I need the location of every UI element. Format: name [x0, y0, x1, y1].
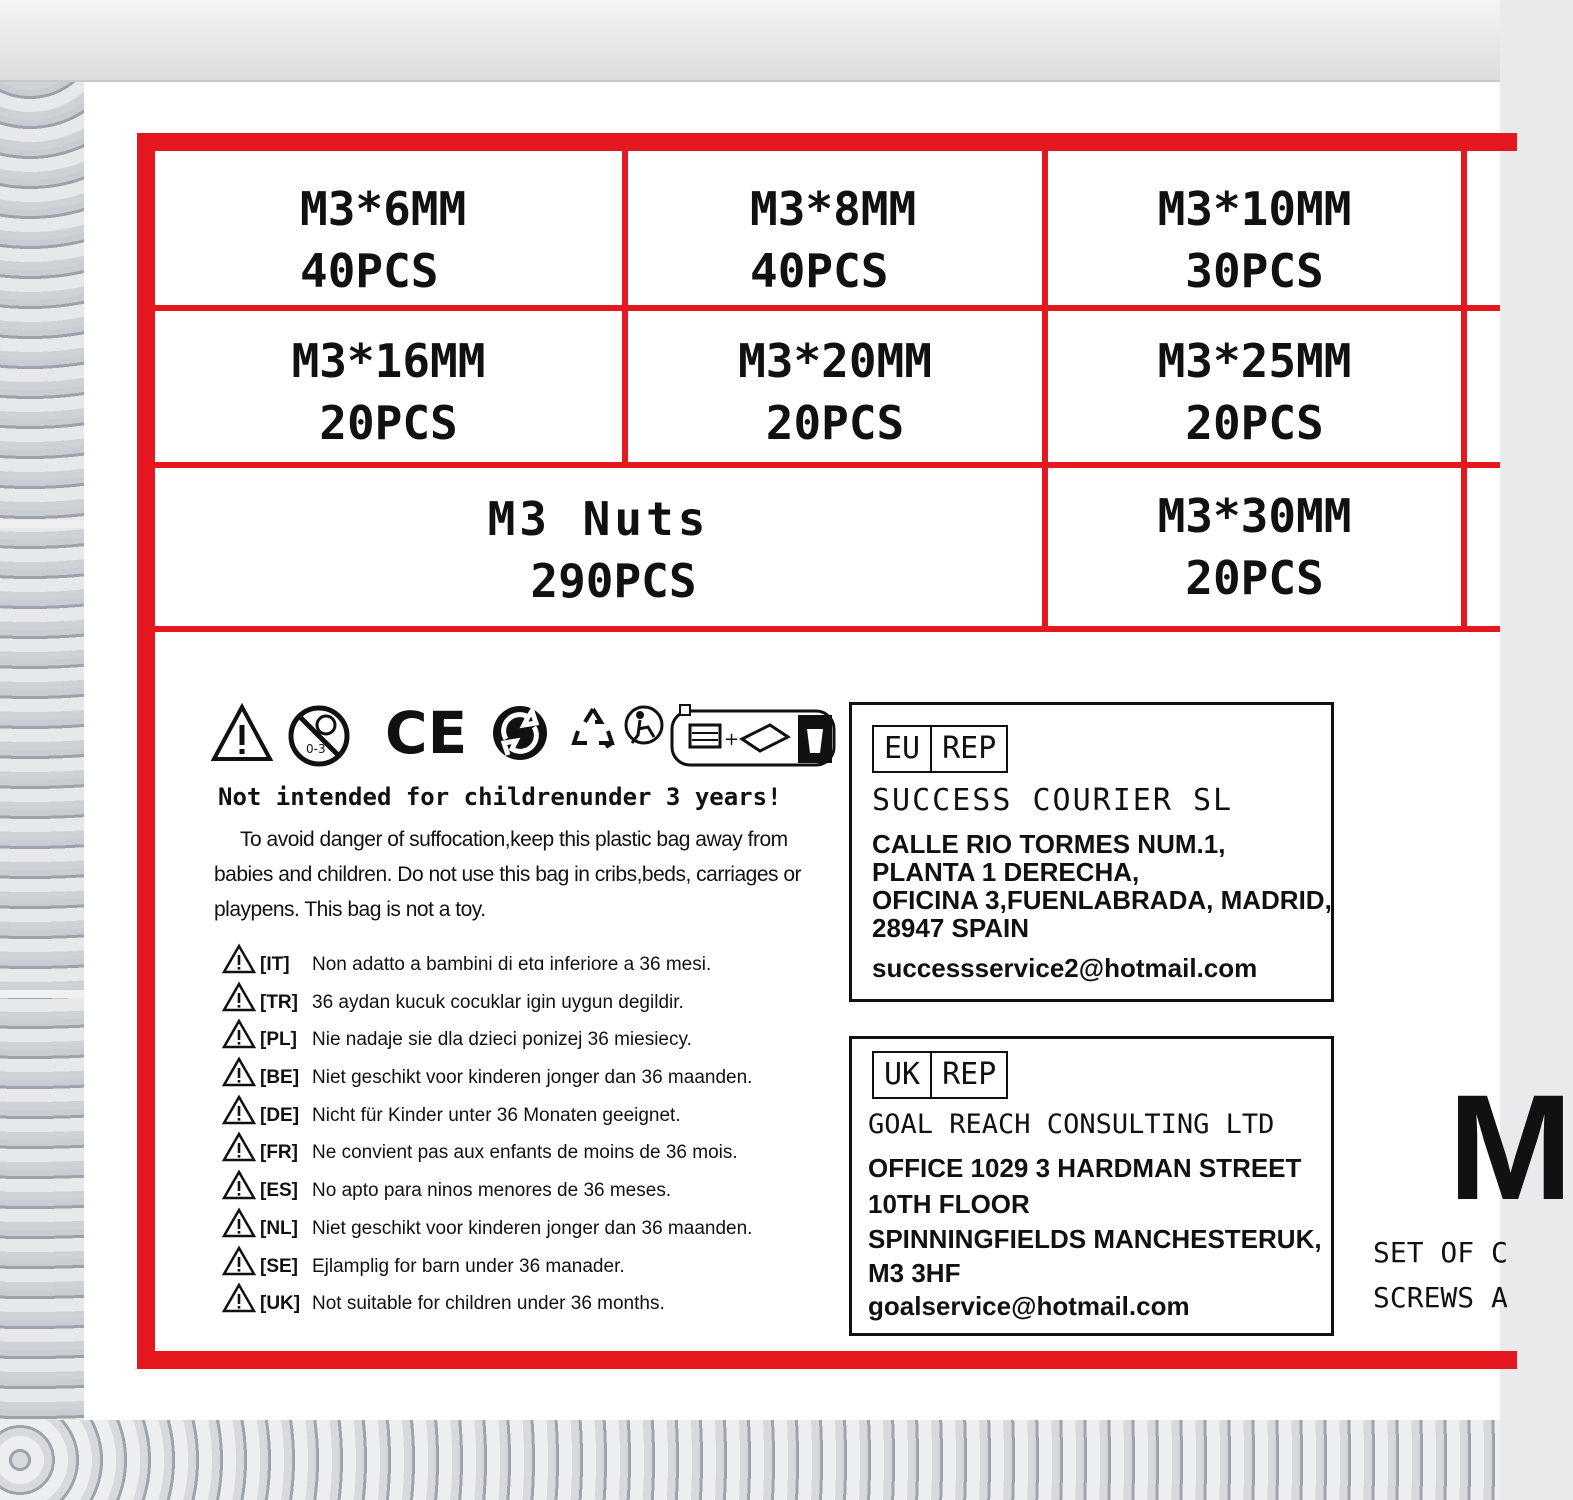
box-bottom-screws — [0, 1420, 1500, 1500]
language-warning-text: Niet geschikt voor kinderen jonger dan 36 maanden. — [312, 1217, 753, 1239]
eu-address-line: CALLE RIO TORMES NUM.1, — [872, 829, 1226, 859]
language-warning-row — [222, 1206, 842, 1244]
size-cell — [1048, 330, 1461, 454]
language-warning-text: No apto para ninos menores de 36 meses. — [312, 1180, 672, 1202]
cell-qty: 20PCS — [765, 396, 905, 450]
size-cell — [628, 330, 1042, 454]
language-warning-row — [222, 980, 842, 1018]
no-children-0-3-icon — [286, 703, 352, 769]
warning-triangle-icon — [222, 1170, 256, 1200]
language-warning-text: Not suitable for children under 36 months. — [312, 1293, 665, 1315]
language-warning-row — [222, 1281, 842, 1319]
brand-letter: M — [1448, 1063, 1573, 1231]
language-code: [TR] — [260, 991, 298, 1013]
warning-body — [214, 822, 834, 927]
cell-size: M3*20MM — [738, 334, 932, 388]
uk-tag-right: REP — [930, 1053, 1006, 1097]
recycle-icon — [568, 703, 618, 753]
eu-company: SUCCESS COURIER SL — [872, 783, 1234, 818]
size-cell — [155, 330, 622, 454]
cell-size: M3*16MM — [291, 334, 486, 388]
grid-line — [1461, 151, 1467, 629]
set-description-line: SET OF C — [1373, 1236, 1508, 1269]
cell-size: M3 Nuts — [487, 492, 710, 546]
warning-triangle-icon — [222, 1283, 256, 1313]
language-warning-text: Nicht für Kinder unter 36 Monaten geeignet. — [312, 1104, 681, 1126]
tidyman-icon — [622, 703, 666, 753]
grid-line — [155, 462, 1500, 468]
eu-address-line: PLANTA 1 DERECHA, — [872, 857, 1140, 887]
size-cell — [270, 178, 500, 302]
cell-size: M3*10MM — [1157, 182, 1352, 236]
uk-company: GOAL REACH CONSULTING LTD — [868, 1109, 1275, 1140]
warning-triangle-icon — [222, 1132, 256, 1162]
language-code: [BE] — [260, 1067, 300, 1089]
uk-rep-tag — [872, 1051, 1008, 1099]
eu-tag-left: EU — [884, 731, 921, 766]
eu-tag-right: REP — [930, 727, 1006, 771]
cell-qty: 290PCS — [530, 554, 697, 608]
size-cell — [1048, 485, 1461, 609]
language-warning-text: Ne convient pas aux enfants de moins de 36 mois. — [312, 1142, 738, 1164]
language-code: [UK] — [260, 1293, 301, 1315]
language-warning-row — [222, 1055, 842, 1093]
cell-qty: 40PCS — [750, 244, 889, 298]
warning-triangle-icon — [222, 1019, 256, 1049]
language-warning-row — [222, 1244, 842, 1282]
uk-email: goalservice@hotmail.com — [868, 1291, 1190, 1321]
box-divider — [0, 520, 84, 528]
warning-line: playpens. This bag is not a toy. — [214, 898, 486, 921]
uk-address-line: 10TH FLOOR — [868, 1189, 1030, 1219]
language-warnings — [222, 942, 842, 1319]
language-code: [NL] — [260, 1217, 298, 1239]
language-warning-text: Nie nadaje sie dla dzieci ponizej 36 miesiecy. — [312, 1029, 692, 1051]
compliance-icons — [210, 699, 840, 773]
warning-triangle-icon — [222, 1246, 256, 1276]
language-warning-row — [222, 1093, 842, 1131]
language-code: [SE] — [260, 1255, 298, 1277]
uk-rep-box — [849, 1036, 1334, 1336]
cell-qty: 20PCS — [319, 396, 458, 450]
uk-address-line: OFFICE 1029 3 HARDMAN STREET — [868, 1153, 1302, 1183]
language-code: [PL] — [260, 1029, 297, 1051]
uk-address-line: SPINNINGFIELDS MANCHESTERUK, — [868, 1224, 1322, 1254]
warning-triangle-icon — [222, 1095, 256, 1125]
eu-rep-tag — [872, 725, 1008, 773]
uk-tag-left: UK — [884, 1057, 921, 1092]
cell-size: M3*30MM — [1157, 489, 1352, 543]
language-code: [ES] — [260, 1180, 298, 1202]
language-warning-row — [222, 1168, 842, 1206]
warning-triangle-icon — [222, 944, 256, 974]
cell-size: M3*6MM — [300, 182, 467, 236]
svg-text:+: + — [724, 729, 740, 750]
eu-address-line: 28947 SPAIN — [872, 913, 1030, 943]
eu-address-line: OFICINA 3,FUENLABRADA, MADRID, — [872, 885, 1332, 915]
cell-size: M3*25MM — [1157, 334, 1352, 388]
language-warning-text: Ejlamplig for barn under 36 manader. — [312, 1255, 625, 1277]
grid-line — [155, 626, 1500, 632]
cell-qty: 20PCS — [1185, 396, 1324, 450]
ce-mark-text: CE — [385, 699, 468, 767]
set-description-line: SCREWS A — [1373, 1281, 1508, 1314]
uk-address-line: M3 3HF — [868, 1258, 961, 1288]
green-dot-icon — [490, 703, 550, 763]
size-cell — [155, 488, 1042, 612]
language-warning-text: Non adatto a bambini di etɑ inferiore a 36 mesi. — [312, 954, 712, 975]
bag-disposal-icon — [670, 703, 838, 769]
no-children-label: 0-3 — [306, 742, 326, 756]
language-warning-row — [222, 942, 842, 980]
language-warning-text: Niet geschikt voor kinderen jonger dan 36 maanden. — [312, 1067, 753, 1089]
box-lid-edge — [0, 0, 1500, 82]
language-warning-row — [222, 1017, 842, 1055]
warning-line: To avoid danger of suffocation,keep this plastic bag away from — [240, 828, 788, 851]
cell-qty: 20PCS — [1185, 551, 1324, 605]
size-cell — [1048, 178, 1461, 302]
cell-qty: 40PCS — [300, 244, 439, 298]
language-warning-text: 36 aydan kucuk cocuklar igin uygun degildir. — [312, 991, 684, 1013]
language-warning-row — [222, 1130, 842, 1168]
warning-line: babies and children. Do not use this bag in cribs,beds, carriages or — [214, 863, 802, 886]
language-code: [FR] — [260, 1142, 298, 1164]
ce-mark-icon — [385, 699, 468, 767]
language-code: [IT] — [260, 954, 290, 975]
cell-qty: 30PCS — [1185, 244, 1324, 298]
box-divider — [0, 990, 84, 998]
grid-line — [155, 305, 1500, 311]
warning-triangle-icon — [222, 1057, 256, 1087]
warning-triangle-icon — [222, 1208, 256, 1238]
size-cell — [720, 178, 950, 302]
eu-email: successservice2@hotmail.com — [872, 953, 1258, 983]
language-code: [DE] — [260, 1104, 300, 1126]
warning-triangle-icon — [222, 982, 256, 1012]
cell-size: M3*8MM — [750, 182, 917, 236]
eu-rep-box — [849, 702, 1334, 1002]
warning-title: Not intended for childrenunder 3 years! — [218, 783, 782, 811]
warning-triangle-icon — [210, 703, 274, 763]
